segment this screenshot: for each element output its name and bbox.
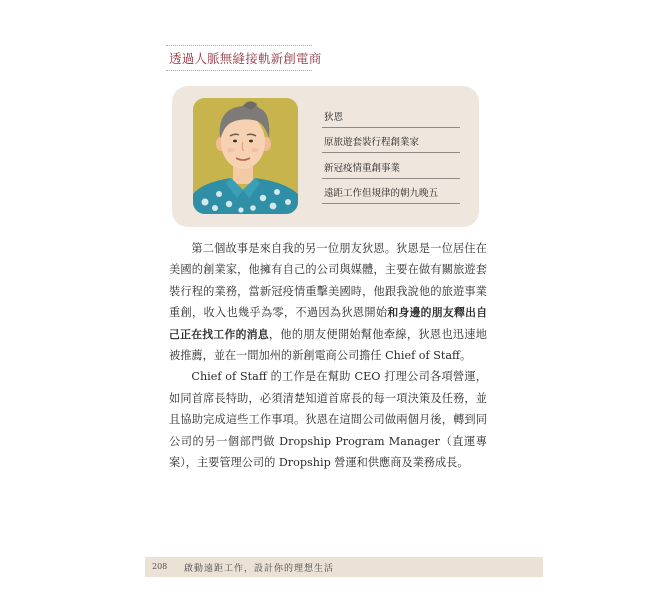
paragraph-1	[169, 238, 487, 366]
paragraph-1-emphasis: 和身邊的朋友釋出自己正在找工作的消息	[169, 306, 487, 341]
page-number: 208	[152, 562, 168, 571]
profile-card	[172, 86, 479, 227]
paragraph-1-part-a: 第二個故事是來自我的另一位朋友狄恩。狄恩是一位居住在美國的創業家，他擁有自己的公司與媒體，主要在做有關旅遊套裝行程的業務，當新冠疫情重擊美國時，他跟我說他的旅遊事業重創，收入也幾乎為零，不過因為狄恩開始	[169, 242, 487, 320]
profile-work: 遠距工作但規律的朝九晚五	[324, 188, 439, 199]
profile-event: 新冠疫情重創事業	[324, 162, 401, 174]
section-title: 透過人脈無縫接軌新創電商	[169, 51, 322, 66]
profile-info-list	[322, 102, 460, 204]
profile-event-line	[322, 153, 460, 179]
body-text	[169, 238, 487, 473]
paragraph-1-part-b: ，他的朋友便開始幫他牽線，狄恩也迅速地被推薦，並在一間加州的新創電商公司擔任 Chief of Staff。	[169, 327, 487, 363]
page-footer	[145, 557, 543, 577]
profile-background-line	[322, 128, 460, 154]
profile-background: 原旅遊套裝行程創業家	[324, 137, 420, 148]
profile-name: 狄恩	[324, 111, 344, 123]
profile-work-line	[322, 179, 460, 205]
paragraph-2: Chief of Staff 的工作是在幫助 CEO 打理公司各項營運，如同首席長特助，必須清楚知道首席長的每一項決策及任務，並且協助完成這些工作事項。狄恩在這間公司做兩個月後，轉到同公司的另一個部門做 Dropship Program Manager（直運專案），主要管理公司的 Dropship 營運和供應商及業務成長。	[169, 370, 487, 470]
section-header	[166, 45, 322, 71]
portrait-illustration	[193, 98, 298, 214]
running-title: 啟動遠距工作，設計你的理想生活	[184, 564, 335, 574]
profile-name-line	[322, 102, 460, 128]
